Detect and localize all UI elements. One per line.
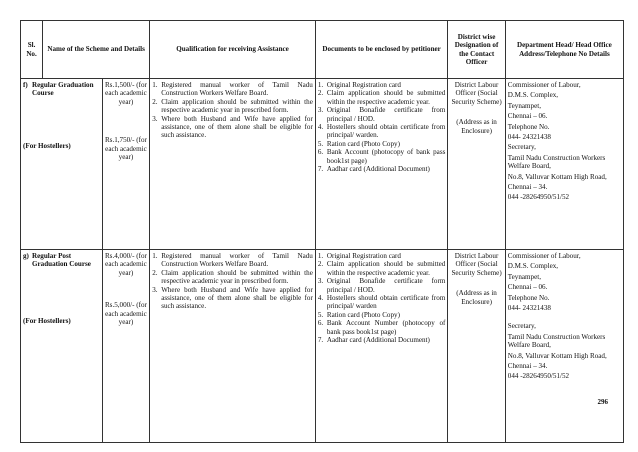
scheme-cell: [21, 250, 103, 443]
district-note: (Address as in Enclosure): [456, 289, 497, 306]
list-number: 4.: [317, 123, 324, 132]
list-number: 5.: [317, 139, 324, 148]
dept-line: 044- 24321438: [507, 133, 551, 142]
list-number: 3.: [317, 106, 324, 115]
list-item: Hostellers should obtain certificate from principal/ warden: [326, 294, 446, 311]
table-row: [21, 250, 624, 443]
dept-line: Chennai – 34.: [507, 183, 548, 192]
qualification-cell: [150, 250, 316, 443]
dept-line: Secretary,: [507, 143, 536, 152]
district-officer: District Labour Officer (Social Security Scheme): [451, 252, 502, 277]
list-number: 3.: [152, 285, 158, 294]
dept-line: Teynampet,: [507, 272, 541, 281]
list-item: Where both Husband and Wife have applied for assistance, one of them alone shall be eligible for such assistance.: [161, 114, 313, 140]
scheme-table: [20, 20, 624, 443]
district-officer-cell: [448, 250, 505, 443]
scheme-cell: [21, 79, 103, 250]
list-item: Original Bonafide certificate from principal / HOD.: [326, 106, 446, 123]
list-item: Hostellers should obtain certificate from principal/ warden.: [326, 123, 446, 140]
header-department: Department Head/ Head Office Address/Telephone No Details: [505, 21, 623, 79]
page-number: 296: [597, 398, 608, 406]
documents-cell: [315, 79, 448, 250]
list-item: Original Registration card: [326, 252, 401, 260]
list-number: 1.: [317, 81, 324, 89]
list-item: Aadhar card (Additional Document): [326, 165, 430, 174]
department-cell: [505, 250, 623, 443]
list-number: 4.: [317, 294, 324, 303]
header-documents: Documents to be enclosed by petitioner: [315, 21, 448, 79]
list-number: 1.: [152, 252, 158, 260]
district-note: (Address as in Enclosure): [456, 118, 497, 135]
scheme-letter: f): [23, 81, 28, 89]
dept-line: 044- 24321438: [507, 304, 551, 313]
dept-line: Chennai – 34.: [507, 362, 548, 371]
list-number: 3.: [152, 114, 158, 123]
dept-line: D.M.S. Complex,: [507, 262, 559, 271]
scheme-title: Regular Graduation Course: [32, 81, 94, 98]
dept-line: 044 -28264950/51/52: [507, 193, 570, 202]
list-item: Ration card (Photo Copy): [326, 139, 400, 148]
amount-cell: [102, 79, 149, 250]
dept-line: No.8, Valluvar Kottam High Road,: [507, 172, 607, 181]
amount-cell: [102, 250, 149, 443]
list-item: Registered manual worker of Tamil Nadu Construction Workers Welfare Board.: [161, 81, 313, 98]
hostel-label: (For Hostellers): [23, 141, 71, 150]
list-item: Original Bonafide certificate form principal / HOD.: [326, 277, 446, 294]
list-item: Claim application should be submitted within the respective academic year.: [326, 260, 446, 277]
list-number: 5.: [317, 310, 324, 319]
dept-line: Secretary,: [507, 322, 536, 331]
list-number: 7.: [317, 336, 324, 345]
dept-line: D.M.S. Complex,: [507, 91, 559, 100]
dept-line: Commissioner of Labour,: [507, 252, 581, 260]
qualification-cell: [150, 79, 316, 250]
list-item: Bank Account Number (photocopy of bank pass book1st page): [326, 319, 446, 336]
district-officer-cell: [448, 79, 505, 250]
dept-line: Tamil Nadu Construction Workers Welfare Board,: [507, 153, 606, 171]
list-number: 6.: [317, 319, 324, 328]
amount-regular: Rs.4,000/- (for each academic year): [104, 252, 147, 277]
dept-line: 044 -28264950/51/52: [507, 372, 570, 381]
list-item: Ration card (Photo Copy): [326, 310, 400, 319]
dept-line: Chennai – 06.: [507, 112, 548, 121]
header-district-officer: District wise Designation of the Contact Officer: [448, 21, 505, 79]
dept-line: Tamil Nadu Construction Workers Welfare Board,: [507, 332, 606, 350]
department-cell: [505, 79, 623, 250]
table-header-row: [21, 21, 624, 79]
dept-line: Telephone No.: [507, 293, 550, 302]
scheme-letter: g): [23, 252, 29, 260]
amount-hostel: Rs.1,750/- (for each academic year): [104, 136, 147, 162]
list-number: 1.: [152, 81, 158, 89]
list-item: Registered manual worker of Tamil Nadu Construction Workers Welfare Board.: [161, 252, 313, 269]
dept-line: Telephone No.: [507, 122, 550, 131]
header-qualification: Qualification for receiving Assistance: [150, 21, 316, 79]
scheme-title: Regular Post Graduation Course: [32, 252, 91, 269]
list-number: 1.: [317, 252, 324, 260]
header-scheme-name: Name of the Scheme and Details: [43, 21, 150, 79]
list-item: Original Registration card: [326, 81, 401, 89]
dept-line: Chennai – 06.: [507, 283, 548, 292]
hostel-label: (For Hostellers): [23, 316, 71, 325]
dept-line: Commissioner of Labour,: [507, 81, 581, 89]
district-officer: District Labour Officer (Social Security Scheme): [451, 81, 502, 106]
dept-line: Teynampet,: [507, 101, 541, 110]
list-item: Aadhar card (Additional Document): [326, 336, 430, 345]
list-item: Claim application should be submitted within the respective academic year in prescribed form.: [161, 268, 313, 286]
list-item: Bank Account (photocopy of bank pass book1st page): [326, 148, 446, 165]
list-item: Where both Husband and Wife have applied for assistance, one of them alone shall be eligible for such assistance.: [161, 285, 313, 311]
list-number: 3.: [317, 277, 324, 286]
header-sl: Sl. No.: [21, 21, 43, 79]
list-number: 7.: [317, 165, 324, 174]
list-item: Claim application should be submitted within the respective academic year in prescribed form.: [161, 97, 313, 115]
document-page: [20, 20, 624, 443]
list-number: 2.: [317, 89, 324, 98]
list-item: Claim application should be submitted within the respective academic year.: [326, 89, 446, 106]
list-number: 6.: [317, 148, 324, 157]
list-number: 2.: [317, 260, 324, 269]
table-row: [21, 79, 624, 250]
amount-regular: Rs.1,500/- (for each academic year): [104, 81, 147, 106]
list-number: 2.: [152, 97, 158, 106]
amount-hostel: Rs.5,000/- (for each academic year): [104, 301, 147, 327]
dept-line: No.8, Valluvar Kottam High Road,: [507, 351, 607, 360]
documents-cell: [315, 250, 448, 443]
list-number: 2.: [152, 268, 158, 277]
